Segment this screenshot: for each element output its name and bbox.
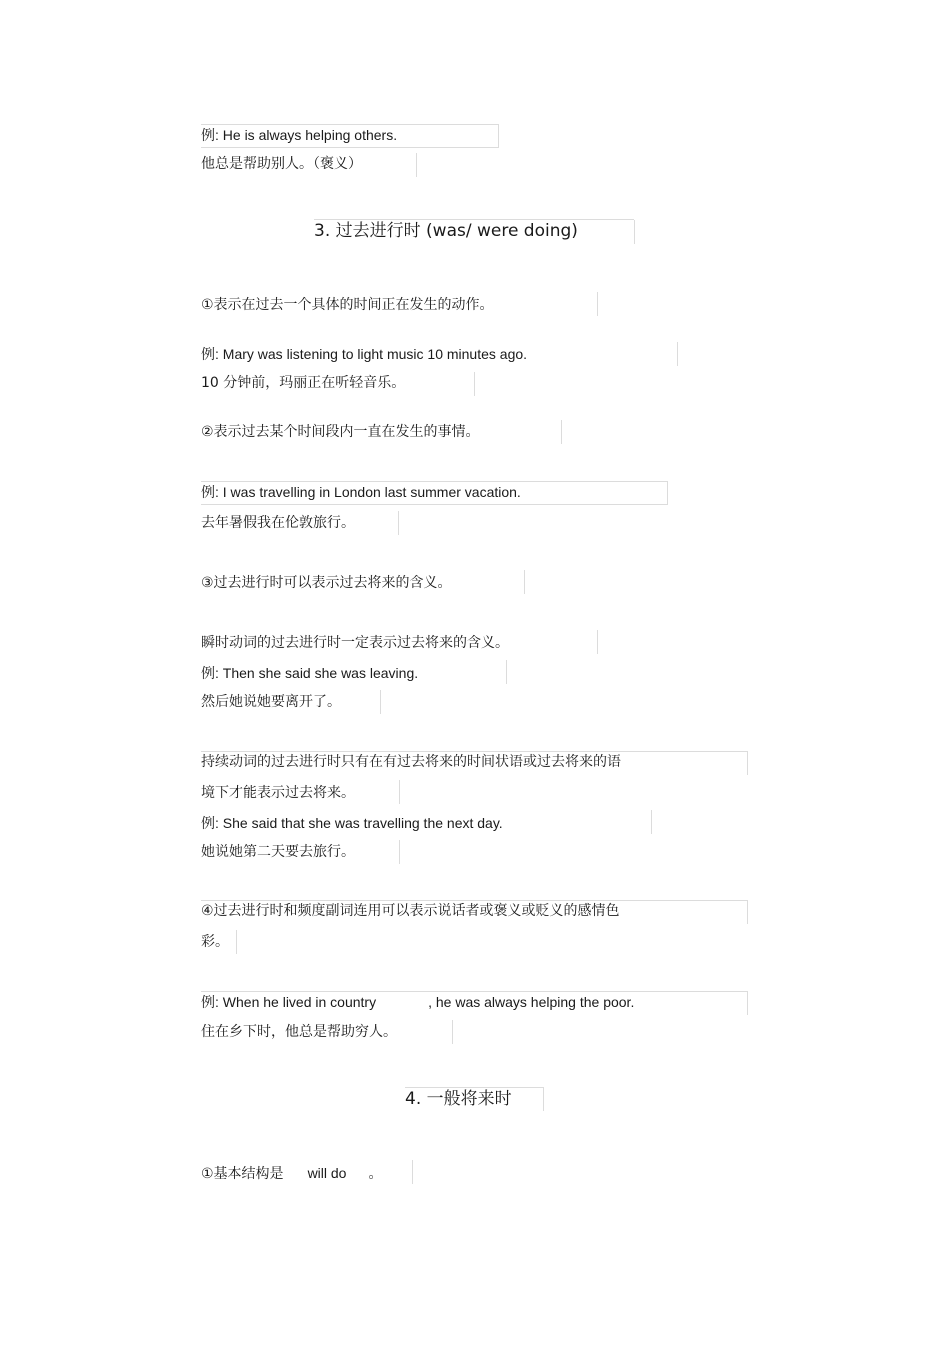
translation-line: 10 分钟前，玛丽正在听轻音乐。 [201, 375, 406, 391]
example-clause-2: , he was always helping the poor. [428, 994, 635, 1010]
divider [399, 780, 400, 804]
divider [399, 840, 400, 864]
example-line: 例: She said that she was travelling the next day. [201, 815, 503, 831]
example-line: 例: Then she said she was leaving. [201, 665, 419, 681]
divider [747, 991, 748, 1015]
section-heading: 4. 一般将来时 [405, 1087, 543, 1110]
translation-line: 住在乡下时，他总是帮助穷人。 [201, 1024, 397, 1040]
divider [416, 153, 417, 177]
translation-line: 去年暑假我在伦敦旅行。 [201, 515, 355, 531]
example-clause-1: 例: When he lived in country [201, 994, 377, 1010]
rule-line: 持续动词的过去进行时只有在有过去将来的时间状语或过去将来的语 [201, 751, 747, 772]
divider [634, 220, 635, 244]
example-line: 例: I was travelling in London last summer vacation. [201, 481, 667, 505]
divider [452, 1020, 453, 1044]
divider [747, 900, 748, 924]
divider [667, 481, 668, 505]
divider [677, 342, 678, 366]
rule-formula: will do [307, 1165, 347, 1181]
example-line: 例: Mary was listening to light music 10 minutes ago. [201, 346, 528, 362]
section-heading: 3. 过去进行时 (was/ were doing) [314, 219, 634, 242]
divider [543, 1087, 544, 1111]
rule-line: 彩。 [201, 934, 229, 950]
divider [398, 511, 399, 535]
rule-text: ①基本结构是 [201, 1166, 284, 1182]
divider [747, 751, 748, 775]
rule-line: ②表示过去某个时间段内一直在发生的事情。 [201, 424, 480, 440]
divider [651, 810, 652, 834]
translation-line: 他总是帮助别人。（褒义） [201, 156, 362, 172]
divider [236, 930, 237, 954]
divider [506, 660, 507, 684]
example-line [201, 991, 747, 1012]
divider [412, 1160, 413, 1184]
divider [474, 372, 475, 396]
divider [524, 570, 525, 594]
example-line: 例: He is always helping others. [201, 124, 498, 148]
divider [561, 420, 562, 444]
translation-line: 她说她第二天要去旅行。 [201, 844, 355, 860]
divider [597, 630, 598, 654]
rule-line: ③过去进行时可以表示过去将来的含义。 [201, 575, 452, 591]
translation-line: 然后她说她要离开了。 [201, 694, 341, 710]
rule-line: 境下才能表示过去将来。 [201, 785, 355, 801]
rule-line: 瞬时动词的过去进行时一定表示过去将来的含义。 [201, 635, 509, 651]
rule-period: 。 [368, 1166, 383, 1182]
divider [498, 124, 499, 148]
rule-line: ④过去进行时和频度副词连用可以表示说话者或褒义或贬义的感情色 [201, 900, 747, 921]
divider [597, 292, 598, 316]
rule-line [201, 1163, 382, 1184]
divider [380, 690, 381, 714]
rule-line: ①表示在过去一个具体的时间正在发生的动作。 [201, 297, 494, 313]
